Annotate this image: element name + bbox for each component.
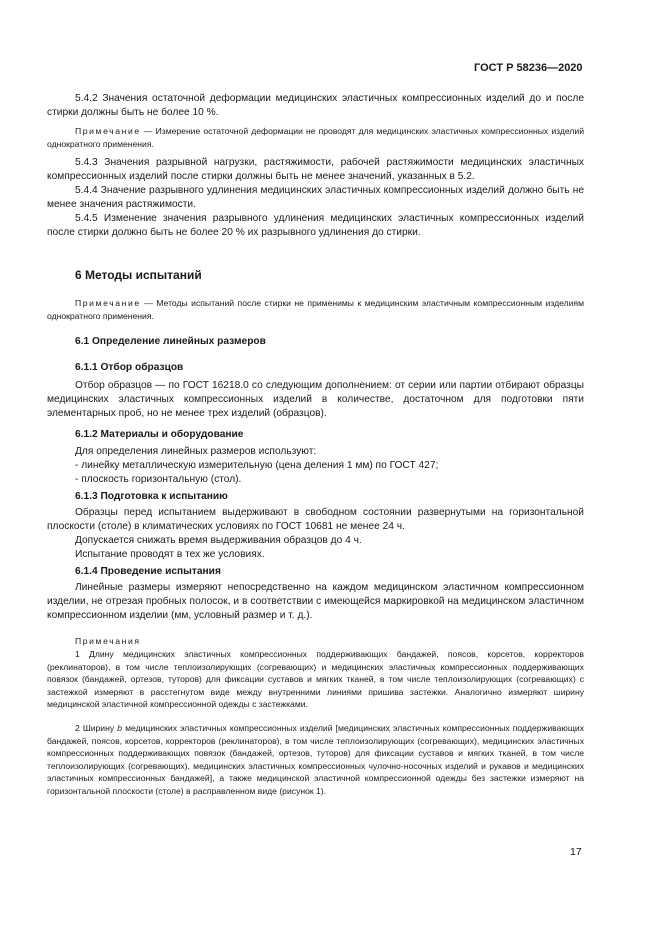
- list-item: - плоскость горизонтальную (стол).: [75, 474, 242, 485]
- list-item: - линейку металлическую измерительную (цена деления 1 мм) по ГОСТ 427;: [75, 460, 439, 471]
- section-6-heading: 6 Методы испытаний: [75, 268, 202, 282]
- note-text: — Методы испытаний после стирки не применимы к медицинским эластичным компрессионным изделиям однократного применения.: [47, 298, 584, 321]
- note-residual-deformation: [47, 125, 584, 150]
- subsection-6-1-heading: 6.1 Определение линейных размеров: [75, 336, 266, 347]
- clause-6-1-3-text: Образцы перед испытанием выдерживают в свободном состоянии развернутыми на горизонтальной плоскости (столе) в климатических условиях по ГОСТ 10681 не менее 24 ч.: [47, 507, 584, 532]
- clause-6-1-2-intro: Для определения линейных размеров используют:: [75, 446, 317, 457]
- clause-6-1-3-text-2: Допускается снижать время выдерживания образцов до 4 ч.: [75, 535, 362, 546]
- clause-6-1-4-text: Линейные размеры измеряют непосредственно на каждом медицинском эластичном компрессионном изделии, не отрезая пробных полосок, и в соответствии с имеющейся маркировкой на медицинском эластичном компрессионном изделии (мм, условный размер и т. д.).: [47, 582, 584, 621]
- note-2-rest: медицинских эластичных компрессионных изделий [медицинских эластичных компрессионных поддерживающих бандажей, поясов, корсетов, корректоров (реклинаторов), в том числе теплоизолирующих (согревающих), медицинских эластичных компрессионных поддерживающих повязок (бандажей, ортезов, туторов) для фиксации суставов и мягких тканей, в том числе теплоизолирующих (согревающих), медицинских эластичных компрессионных чулочно-носочных изделий и рукавов и медицинских эластичных компрессионных бандажей], а также медицинской эластичной компрессионной одежды без застежки измеряют на горизонтальной плоскости (столе) в расправленном виде (рисунок 1).: [47, 723, 584, 796]
- note-2-width: [47, 722, 584, 797]
- subsection-6-1-1-heading: 6.1.1 Отбор образцов: [75, 362, 184, 373]
- width-variable: b: [117, 723, 123, 733]
- clause-6-1-1-text: Отбор образцов — по ГОСТ 16218.0 со следующим дополнением: от серии или партии отбирают образцы медицинских эластичных компрессионных изделий в количестве, достаточном для подготовки пяти элементарных проб, но не менее трех изделий (образцов).: [47, 380, 584, 419]
- note-text: — Измерение остаточной деформации не проводят для медицинских эластичных компрессионных изделий однократного применения.: [47, 126, 584, 149]
- clause-6-1-3-text-3: Испытание проводят в тех же условиях.: [75, 549, 265, 560]
- clause-5-4-2: 5.4.2 Значения остаточной деформации медицинских эластичных компрессионных изделий до и после стирки должны быть не более 10 %.: [47, 93, 584, 118]
- note-1-length: 1 Длину медицинских эластичных компрессионных поддерживающих бандажей, поясов, корсетов, корректоров (реклинаторов), в том числе теплоизолирующих (согревающих) и медицинских эластичных компрессионных поддерживающих повязок (бандажей, ортезов, туторов) для фиксации суставов и мягких тканей, в том числе теплоизолирующих (согревающих) с застежкой измеряют в расстегнутом виде между внутренними линиями пришива застежки. Аналогично измеряют ширину медицинской эластичной компрессионной одежды с застежками.: [47, 649, 584, 709]
- notes-label: Примечания: [75, 636, 141, 646]
- clause-5-4-5: 5.4.5 Изменение значения разрывного удлинения медицинских эластичных компрессионных изделий после стирки должно быть не более 20 % их разрывного удлинения до стирки.: [47, 213, 584, 238]
- standard-code: ГОСТ Р 58236—2020: [474, 62, 583, 74]
- subsection-6-1-4-heading: 6.1.4 Проведение испытания: [75, 566, 221, 577]
- page-number: 17: [570, 846, 582, 858]
- subsection-6-1-3-heading: 6.1.3 Подготовка к испытанию: [75, 491, 228, 502]
- note-2-start: 2 Ширину: [75, 723, 118, 733]
- clause-5-4-4: 5.4.4 Значение разрывного удлинения медицинских эластичных компрессионных изделий должно быть не менее значения растяжимости.: [47, 185, 584, 210]
- clause-5-4-3: 5.4.3 Значения разрывной нагрузки, растяжимости, рабочей растяжимости медицинских эластичных компрессионных изделий после стирки должны быть не менее значений, указанных в 5.2.: [47, 157, 584, 182]
- subsection-6-1-2-heading: 6.1.2 Материалы и оборудование: [75, 429, 244, 440]
- note-label: Примечание: [75, 298, 141, 308]
- note-test-methods: [47, 297, 584, 322]
- note-label: Примечание: [75, 126, 141, 136]
